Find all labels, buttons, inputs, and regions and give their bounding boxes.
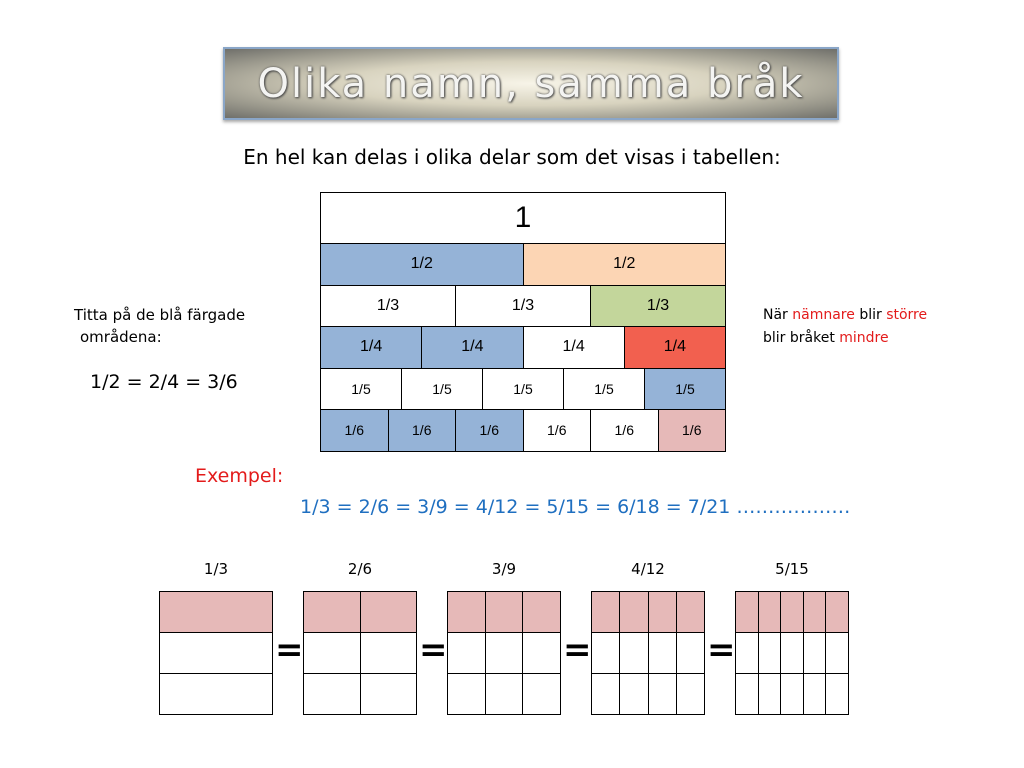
fraction-cell: 1/5: [482, 368, 564, 411]
fraction-row: [320, 368, 725, 410]
fraction-cell: 1/6: [388, 409, 457, 452]
fraction-cell: 1/2: [320, 243, 524, 286]
text-nar: När: [763, 307, 793, 323]
fraction-cell: 1/5: [563, 368, 645, 411]
grid-row: [448, 673, 560, 714]
example-label: Exempel:: [195, 465, 284, 487]
grid-cell: [619, 633, 647, 673]
fraction-cell: 1/5: [401, 368, 483, 411]
grid-cell-shaded: [780, 592, 803, 632]
right-note-line-1: [763, 304, 927, 327]
title-banner: [223, 47, 839, 120]
fraction-table: [320, 192, 725, 451]
equals-sign: =: [419, 630, 448, 670]
grid-label: 2/6: [347, 560, 373, 578]
grid-cell: [485, 633, 523, 673]
grid-cell: [592, 674, 619, 714]
grid-row: [736, 632, 848, 673]
grid-row: [592, 592, 704, 632]
left-equation: 1/2 = 2/4 = 3/6: [90, 371, 238, 393]
grid-cell-shaded: [522, 592, 560, 632]
grid-row: [592, 632, 704, 673]
text-mindre: mindre: [839, 330, 889, 346]
page-title: Olika namn, samma bråk: [257, 60, 805, 107]
grid-cell: [619, 674, 647, 714]
grid-cell: [485, 674, 523, 714]
grid-cell-shaded: [304, 592, 360, 632]
fraction-row: [320, 285, 725, 327]
grid-cell: [522, 633, 560, 673]
grid-cell: [448, 674, 485, 714]
grid-row: [736, 673, 848, 714]
grid-cell-shaded: [676, 592, 704, 632]
grid-label: 1/3: [203, 560, 229, 578]
grid-cell: [758, 633, 781, 673]
fraction-cell: 1/4: [624, 326, 726, 369]
grid-cell: [448, 633, 485, 673]
grid-cell: [803, 674, 826, 714]
grid-label: 4/12: [631, 560, 665, 578]
fraction-cell: 1/6: [320, 409, 389, 452]
grid-cell-shaded: [592, 592, 619, 632]
grid-cell: [304, 674, 360, 714]
text-storre: större: [886, 307, 928, 323]
fraction-grid: [447, 591, 561, 715]
grid-row: [592, 673, 704, 714]
grid-cell-shaded: [360, 592, 417, 632]
fraction-grid: [159, 591, 273, 715]
grid-cell: [360, 674, 417, 714]
text-blir: blir: [854, 307, 887, 323]
fraction-cell: 1/5: [320, 368, 402, 411]
fraction-cell: 1/4: [523, 326, 625, 369]
grid-cell-shaded: [736, 592, 758, 632]
grid-row: [736, 592, 848, 632]
equals-sign: =: [275, 630, 304, 670]
right-note: [763, 304, 927, 350]
grid-cell: [780, 674, 803, 714]
grid-cell: [360, 633, 417, 673]
fraction-cell: 1/6: [523, 409, 592, 452]
grid-label: 5/15: [775, 560, 809, 578]
grid-row: [160, 632, 272, 673]
grid-cell: [676, 633, 704, 673]
grid-row: [160, 592, 272, 632]
grid-cell: [676, 674, 704, 714]
left-note-line-2: områdena:: [80, 328, 162, 346]
fraction-cell: 1/3: [455, 285, 591, 328]
fraction-cell: 1/4: [421, 326, 523, 369]
grid-cell: [592, 633, 619, 673]
grid-row: [304, 673, 416, 714]
fraction-cell: 1/3: [320, 285, 456, 328]
grid-row: [304, 632, 416, 673]
grid-cell-shaded: [803, 592, 826, 632]
grid-cell: [780, 633, 803, 673]
grid-cell: [160, 633, 272, 673]
grid-row: [448, 632, 560, 673]
left-note: [74, 304, 245, 348]
grid-cell: [803, 633, 826, 673]
fraction-cell: 1/6: [658, 409, 727, 452]
grid-cell-shaded: [825, 592, 848, 632]
grid-row: [448, 592, 560, 632]
equals-sign: =: [563, 630, 592, 670]
grid-row: [160, 673, 272, 714]
fraction-cell: 1/3: [590, 285, 726, 328]
fraction-row: [320, 192, 725, 243]
subtitle: En hel kan delas i olika delar som det visas i tabellen:: [243, 145, 781, 169]
text-blir-braket: blir bråket: [763, 330, 840, 346]
fraction-cell: 1/2: [523, 243, 727, 286]
grid-cell: [304, 633, 360, 673]
example-equation: 1/3 = 2/6 = 3/9 = 4/12 = 5/15 = 6/18 = 7/21 ………………: [300, 496, 851, 518]
fraction-cell: 1/5: [644, 368, 726, 411]
grid-cell: [648, 633, 676, 673]
fraction-row: [320, 243, 725, 285]
fraction-cell: 1: [320, 192, 726, 244]
grid-cell: [825, 633, 848, 673]
fraction-grid: [735, 591, 849, 715]
grid-cell: [825, 674, 848, 714]
equals-sign: =: [707, 630, 736, 670]
grid-cell: [736, 633, 758, 673]
grid-cell-shaded: [160, 592, 272, 632]
grid-row: [304, 592, 416, 632]
fraction-row: [320, 409, 725, 451]
grid-cell-shaded: [448, 592, 485, 632]
right-note-line-2: [763, 327, 927, 350]
text-namnare: nämnare: [792, 307, 855, 323]
grid-cell-shaded: [758, 592, 781, 632]
fraction-cell: 1/6: [590, 409, 659, 452]
grid-cell: [736, 674, 758, 714]
grid-cell-shaded: [648, 592, 676, 632]
fraction-row: [320, 326, 725, 368]
grid-cell-shaded: [485, 592, 523, 632]
grid-cell: [758, 674, 781, 714]
fraction-cell: 1/6: [455, 409, 524, 452]
grid-cell: [522, 674, 560, 714]
fraction-cell: 1/4: [320, 326, 422, 369]
grid-label: 3/9: [491, 560, 517, 578]
fraction-grid: [591, 591, 705, 715]
grid-cell-shaded: [619, 592, 647, 632]
grid-cell: [160, 674, 272, 714]
fraction-grid: [303, 591, 417, 715]
left-note-line-1: Titta på de blå färgade: [74, 306, 246, 324]
grid-cell: [648, 674, 676, 714]
